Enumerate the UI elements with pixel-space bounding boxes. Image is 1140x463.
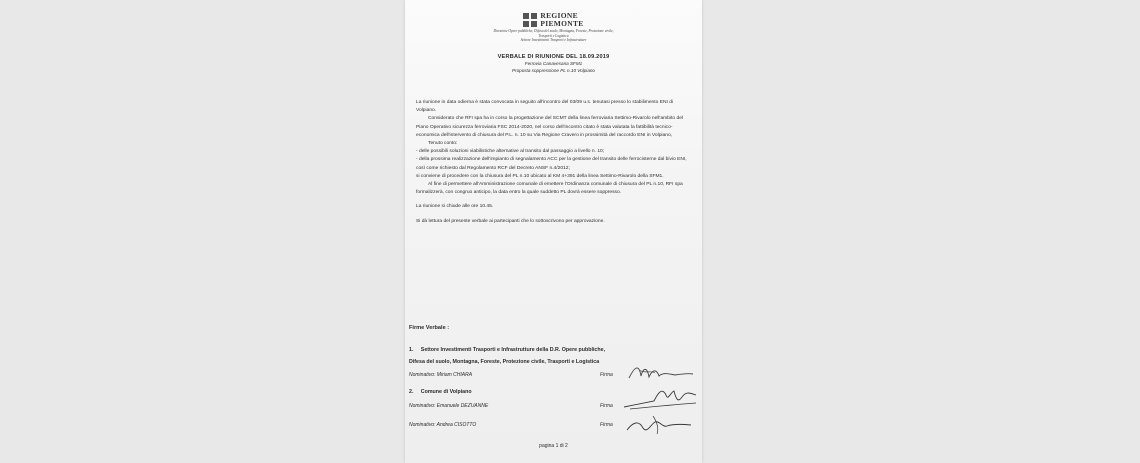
paragraph: Tenuto conto: — [428, 141, 458, 147]
firma-label: Firma — [600, 403, 613, 409]
directorate-text — [405, 29, 702, 43]
directorate-line: Trasporti e Logistica — [538, 33, 569, 38]
paragraph: La riunione si chiude alle ore 10.45. — [416, 204, 494, 210]
firma-label: Firma — [600, 422, 613, 428]
handwritten-signature-3 — [623, 412, 695, 436]
signatory-2-name: Nominativo: Emanuele DEZUANNE — [409, 403, 489, 409]
region-line1: REGIONE — [540, 11, 578, 20]
body-text — [416, 99, 694, 226]
directorate-line: Settore Investimenti Trasporti e Infrastrutture — [520, 38, 587, 43]
signatures-heading: Firme Verbale : — [409, 325, 450, 331]
signatory-1-name: Nominativo: Miriam CHIARA — [409, 372, 473, 378]
paragraph: - della prossima realizzazione dell'impianto di segnalamento ACC per la gestione del transito delle ferrocisterne dal bivio ENI, così come richiesto dal Regolamento RCF del Decreto ANSF n.4/2012; — [416, 157, 687, 171]
signatory-2-title: Comune di Volpiano — [420, 389, 472, 395]
signatory-3-name: Nominativo: Andrea CISOTTO — [409, 422, 477, 428]
paragraph: La riunione in data odierna è stata convocata in seguito all'incontro del 03/09 u.s. tenutasi presso lo stabilimento ENI di Volpiano. — [416, 100, 674, 114]
handwritten-signature-2 — [620, 383, 700, 415]
document-title — [405, 54, 702, 74]
paragraph: si conviene di procedere con la chiusura del PL n.10 ubicato al KM 4+391 della linea Settimo-Rivarolo della SFM1. — [416, 173, 664, 179]
paragraph: Si dà lettura del presente verbale ai partecipanti che lo sottoscrivono per approvazione. — [416, 218, 605, 224]
signatory-1-heading — [409, 345, 699, 357]
region-line2: PIEMONTE — [540, 18, 584, 28]
signatory-1-line2: Difesa del suolo, Montagna, Foreste, Protezione civile, Trasporti e Logistica — [409, 358, 600, 365]
title-subline: Proposta soppressione PL n.10 Volpiano — [511, 68, 595, 73]
signatory-number: 1. — [409, 347, 414, 353]
signatory-number: 2. — [409, 389, 414, 395]
handwritten-signature-1 — [625, 362, 695, 384]
paragraph: Al fine di permettere all'Amministrazione comunale di emettere l'Ordinanza comunale di chiusura del PL n.10, RFI spa formalizzerà, con congruo anticipo, la data entro la quale suddetto PL dovrà essere soppresso. — [416, 182, 683, 196]
page-number: pagina 1 di 2 — [539, 443, 568, 449]
region-logo — [405, 12, 702, 27]
paragraph: Considerato che RFI spa ha in corso la progettazione del SCMT della linea ferroviaria Settimo-Rivarolo nell'ambito del Piano Operativo sicurezza ferroviaria FSC 2014-2020, nel corso dell'incontro citato è stata valutata la fattibilità tecnico-economica dell'intervento di chiusura del P.L. n. 10 su Via Regione Cravero in prossimità del raccordo ENI in Volpiano, — [416, 116, 684, 138]
document-page — [405, 0, 702, 463]
region-name — [540, 12, 583, 27]
firma-label: Firma — [600, 372, 613, 378]
letterhead — [405, 12, 702, 43]
paragraph: - delle possibili soluzioni viabilistiche alternative al transito dal passaggio a livello n. 10; — [416, 149, 605, 155]
title-main: VERBALE DI RIUNIONE DEL 18.09.2019 — [497, 54, 610, 60]
signatory-1-line1: Settore Investimenti Trasporti e Infrastrutture della D.R. Opere pubbliche, — [420, 347, 606, 353]
region-emblem-icon — [523, 13, 537, 27]
signatory-2-heading — [409, 389, 472, 395]
directorate-line: Direzione Opere pubbliche, Difesa del suolo, Montagna, Foreste, Protezione civile, — [493, 29, 614, 33]
title-subline: Ferrovia Canavesana SFM1 — [524, 61, 583, 66]
